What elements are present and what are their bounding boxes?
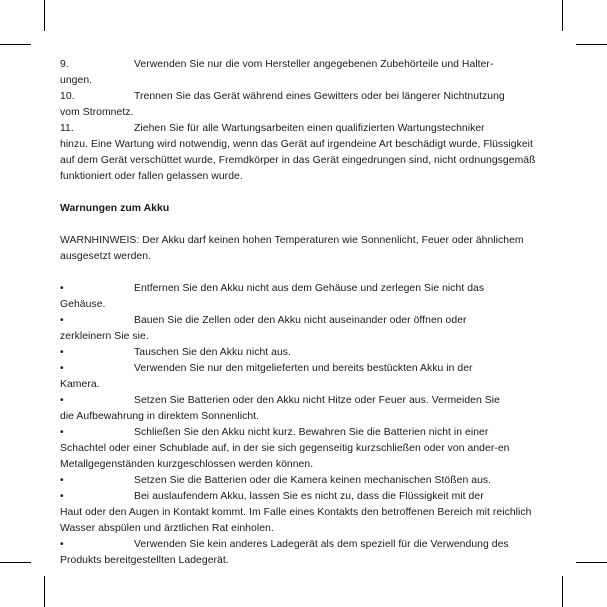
bullet-item [60,281,550,313]
bullet-text-cont: zerkleinern Sie sie. [60,331,149,342]
bullet-text-cont: Kamera. [60,379,100,390]
bullet-text-cont: die Aufbewahrung in direktem Sonnenlicht. [60,411,260,422]
bullet-item [60,345,550,361]
item-number: 10. [60,91,75,102]
bullet-text-cont: Schachtel oder einer Schublade auf, in der sie sich gegenseitig kurzschließen oder von ander-en Metallgegenständen kurzgeschlossen werden können. [60,443,510,470]
warning-note: WARNHINWEIS: Der Akku darf keinen hohen Temperaturen wie Sonnenlicht, Feuer oder ähnlichem ausgesetzt werden. [60,235,524,262]
item-text-cont: hinzu. Eine Wartung wird notwendig, wenn das Gerät auf irgendeine Art beschädigt wurde, Flüssigkeit auf dem Gerät verschüttet wurde, Fremdkörper in das Gerät eingedrungen sind, nicht ordnungsgemäß funktioniert oder fallen gelassen wurde. [60,139,536,182]
numbered-item-11 [60,121,550,185]
bullet-icon: • [60,363,64,374]
crop-mark-bottom-left-h [0,562,31,563]
bullet-icon: • [60,395,64,406]
bullet-item [60,537,550,569]
bullet-icon: • [60,491,64,502]
bullet-text-cont: Gehäuse. [60,299,106,310]
bullet-item [60,489,550,537]
item-text-cont: vom Stromnetz. [60,107,134,118]
bullet-icon: • [60,539,64,550]
bullet-text: Entfernen Sie den Akku nicht aus dem Gehäuse und zerlegen Sie nicht das [134,283,485,294]
numbered-item-9 [60,57,550,89]
bullet-text: Verwenden Sie nur den mitgelieferten und bereits bestückten Akku in der [134,363,473,374]
crop-mark-top-right-h [576,44,607,45]
crop-mark-top-left-h [0,44,31,45]
item-text: Ziehen Sie für alle Wartungsarbeiten einen qualifizierten Wartungstechniker [134,123,485,134]
document-page [60,57,550,569]
bullet-text: Setzen Sie Batterien oder den Akku nicht Hitze oder Feuer aus. Vermeiden Sie [134,395,500,406]
bullet-text: Verwenden Sie kein anderes Ladegerät als dem speziell für die Verwendung des [134,539,509,550]
bullet-item [60,425,550,473]
bullet-icon: • [60,315,64,326]
bullet-item [60,361,550,393]
bullet-text: Tauschen Sie den Akku nicht aus. [134,347,291,358]
item-number: 11. [60,123,74,134]
crop-mark-bottom-right [562,576,563,607]
section-heading: Warnungen zum Akku [60,203,170,214]
bullet-text: Bei auslaufendem Akku, lassen Sie es nicht zu, dass die Flüssigkeit mit der [134,491,484,502]
crop-mark-bottom-left [44,576,45,607]
bullet-item [60,393,550,425]
item-number: 9. [60,59,69,70]
crop-mark-top-left [44,0,45,31]
bullet-text-cont: Haut oder den Augen in Kontakt kommt. Im Falle eines Kontakts den betroffenen Bereich mit reichlich Wasser abspülen und ärztlichen Rat einholen. [60,507,532,534]
bullet-item [60,313,550,345]
crop-mark-bottom-right-h [576,562,607,563]
bullet-text: Bauen Sie die Zellen oder den Akku nicht auseinander oder öffnen oder [134,315,467,326]
crop-mark-top-right [562,0,563,31]
bullet-icon: • [60,283,64,294]
numbered-item-10 [60,89,550,121]
item-text: Trennen Sie das Gerät während eines Gewitters oder bei längerer Nichtnutzung [134,91,505,102]
bullet-text: Schließen Sie den Akku nicht kurz. Bewahren Sie die Batterien nicht in einer [134,427,489,438]
item-text: Verwenden Sie nur die vom Hersteller angegebenen Zubehörteile und Halter- [134,59,494,70]
bullet-item [60,473,550,489]
bullet-text: Setzen Sie die Batterien oder die Kamera keinen mechanischen Stößen aus. [134,475,492,486]
bullet-icon: • [60,347,64,358]
bullet-icon: • [60,427,64,438]
item-text-cont: ungen. [60,75,93,86]
bullet-icon: • [60,475,64,486]
bullet-text-cont: Produkts bereitgestellten Ladegerät. [60,555,229,566]
